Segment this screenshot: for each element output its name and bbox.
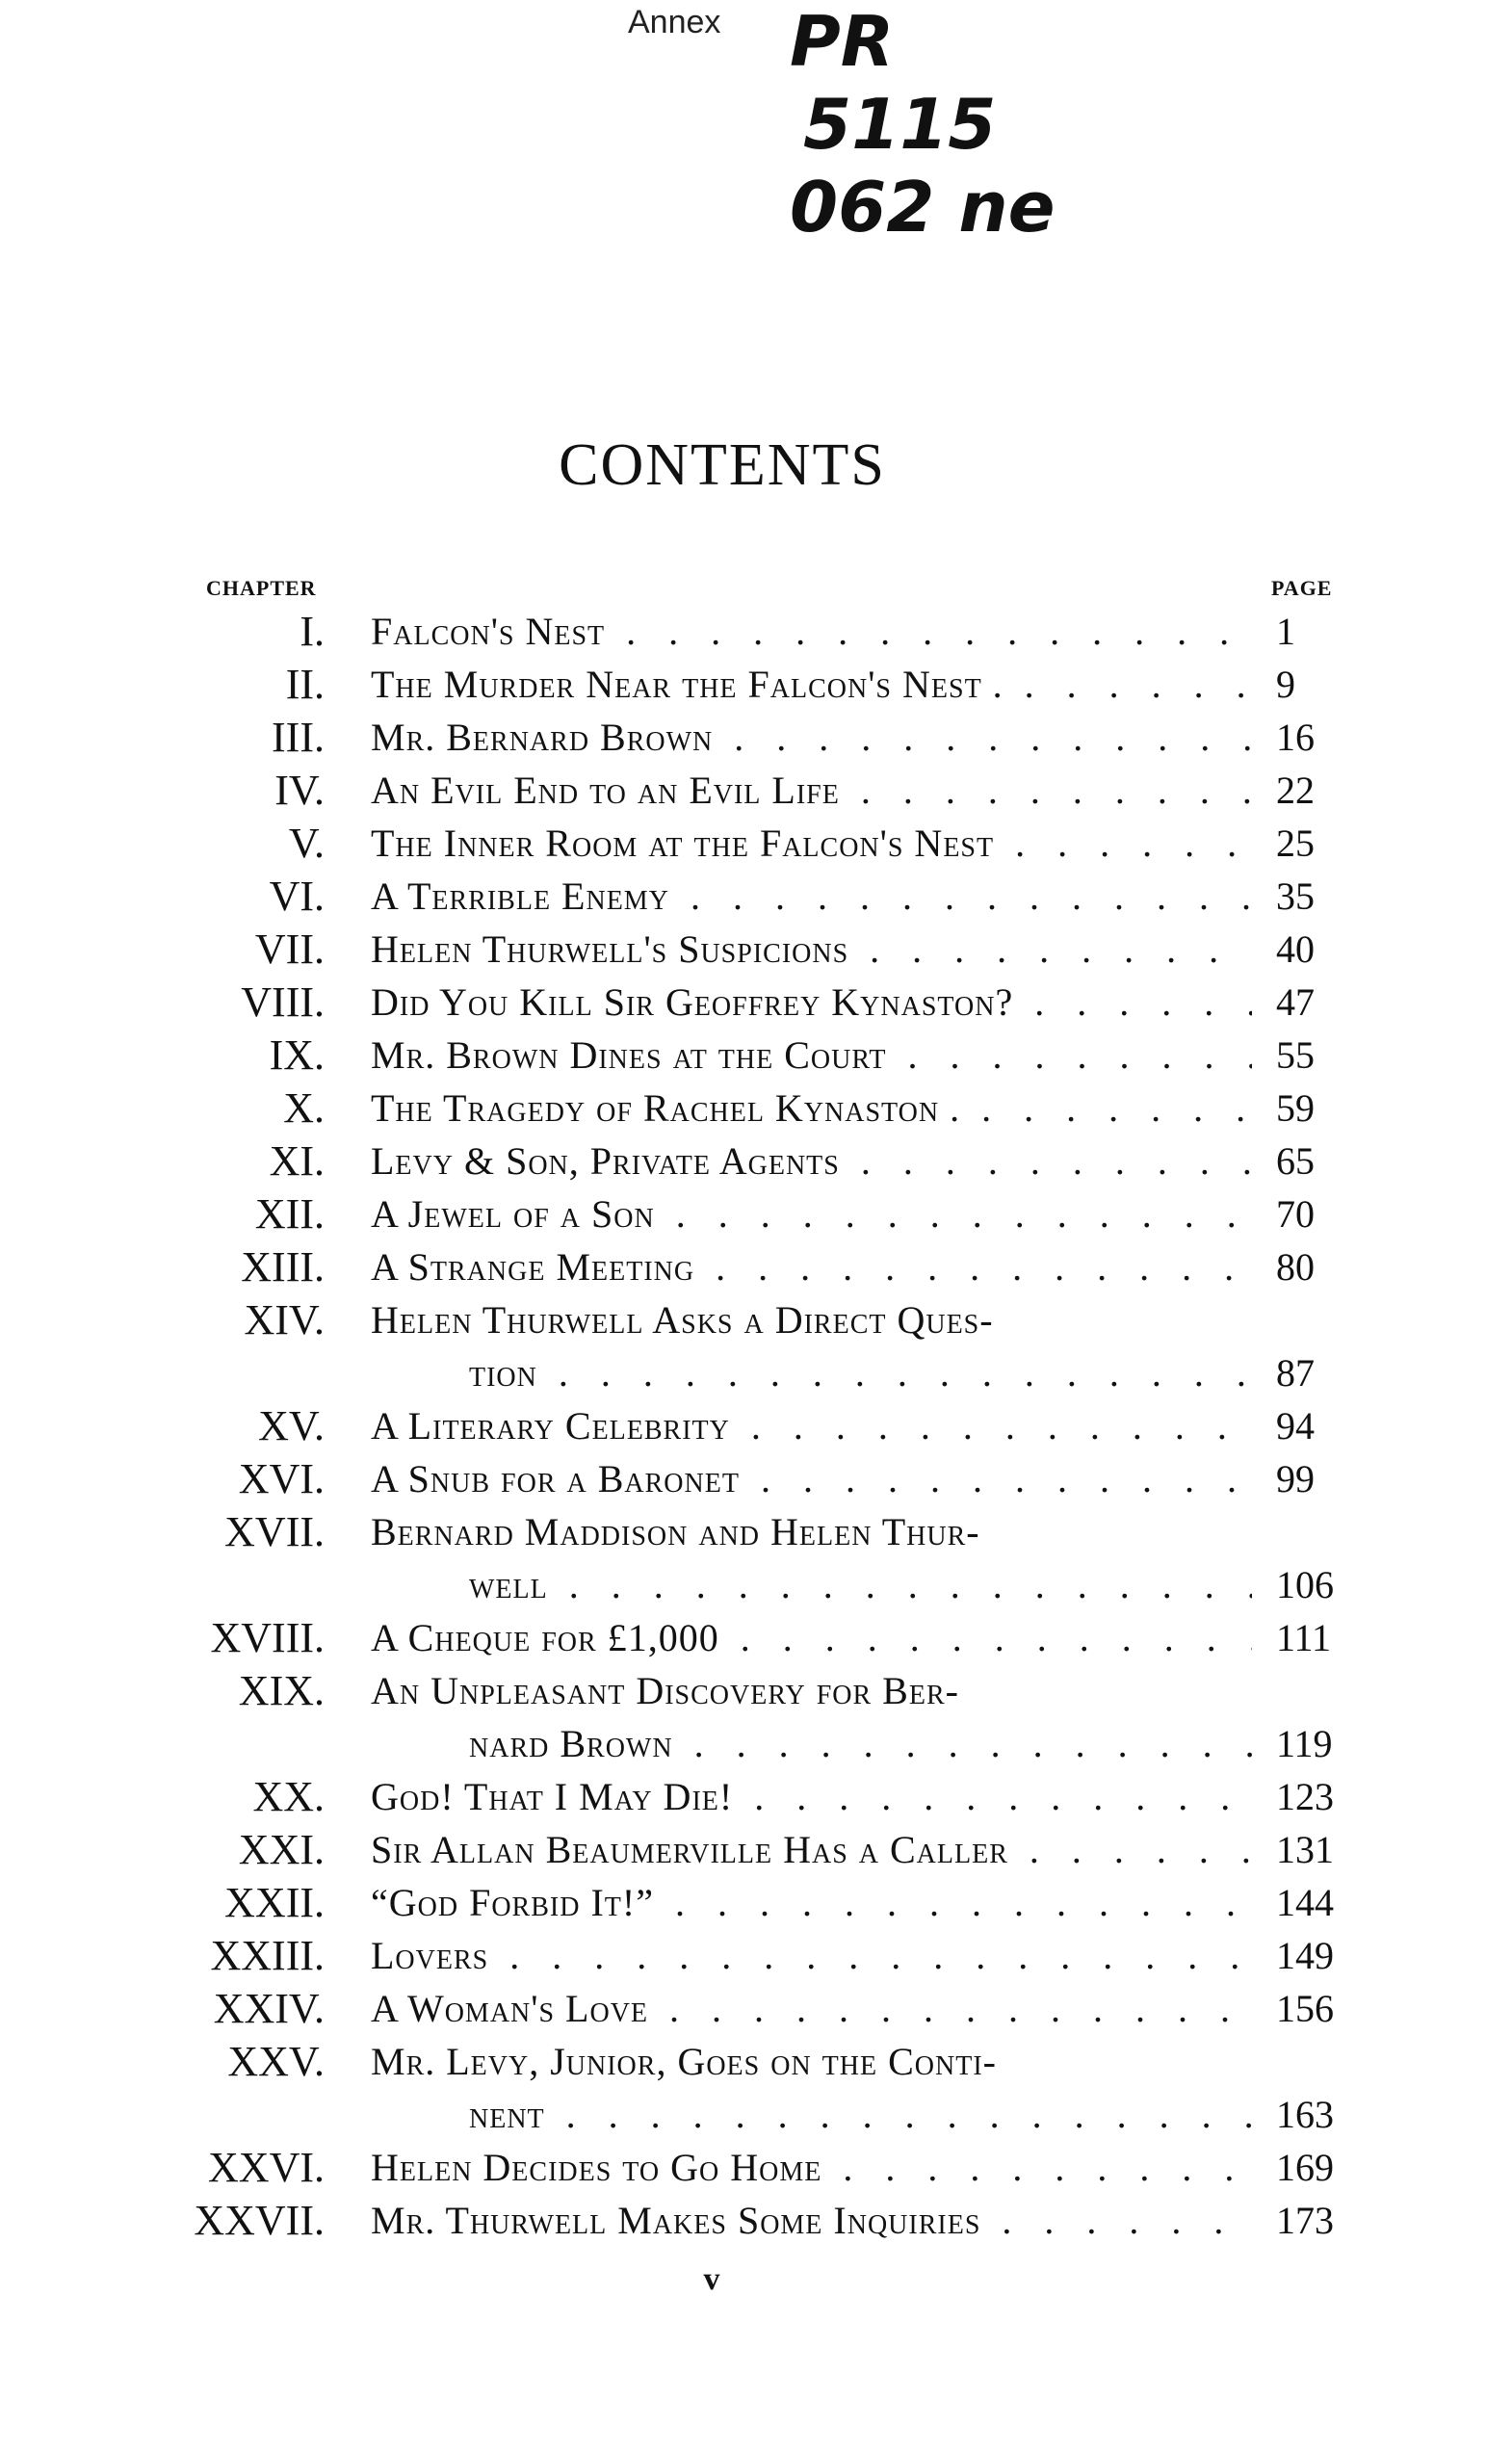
page-number: 80 [1276, 1245, 1315, 1289]
toc-entry [0, 1240, 1445, 1293]
chapter-number: II. [285, 661, 325, 708]
chapter-number: XXVII. [194, 2197, 325, 2244]
toc-entry [0, 1029, 1445, 1082]
chapter-title: The Murder Near the Falcon's Nest . . . . [371, 658, 1252, 711]
toc-entry [0, 1717, 1445, 1770]
toc-entry [0, 2088, 1445, 2141]
table-of-contents [0, 605, 1445, 2247]
page-number: 16 [1276, 716, 1315, 759]
chapter-title: Falcon's Nest . . . [371, 605, 1252, 658]
page-number: 173 [1276, 2199, 1334, 2242]
chapter-title: An Unpleasant Discovery for Ber- [371, 1669, 959, 1712]
chapter-number: IX. [269, 1031, 325, 1079]
page-title: CONTENTS [559, 432, 886, 498]
chapter-number: XX. [252, 1773, 325, 1820]
chapter-number: XXI. [238, 1826, 325, 1873]
page-number: 163 [1276, 2093, 1334, 2136]
chapter-number: VI. [269, 873, 325, 920]
toc-entry [0, 1876, 1445, 1929]
chapter-number: VIII. [241, 978, 325, 1026]
chapter-title: Helen Thurwell Asks a Direct Ques- [371, 1298, 994, 1342]
chapter-title: Helen Thurwell's Suspicions . . . [371, 923, 1252, 976]
toc-entry [0, 1505, 1445, 1558]
toc-entry [0, 923, 1445, 976]
page-number: 94 [1276, 1404, 1315, 1448]
page-number: 9 [1276, 663, 1295, 706]
page-number: 55 [1276, 1033, 1315, 1077]
chapter-number: XXIII. [210, 1932, 325, 1979]
toc-entry [0, 764, 1445, 817]
chapter-number: IV. [274, 767, 325, 814]
chapter-title: Did You Kill Sir Geoffrey Kynaston? . . . [371, 976, 1252, 1029]
library-stamp: Annex [628, 4, 721, 40]
toc-entry [0, 711, 1445, 764]
page-number: 111 [1276, 1616, 1332, 1659]
toc-entry [0, 1452, 1445, 1505]
toc-entry [0, 817, 1445, 870]
page-number: 131 [1276, 1828, 1334, 1871]
toc-entry [0, 976, 1445, 1029]
chapter-title: A Woman's Love . . . [371, 1982, 1252, 2035]
chapter-number: XXIV. [213, 1985, 325, 2032]
page-number: 35 [1276, 874, 1315, 918]
chapter-number: I. [300, 608, 325, 655]
call-number-line: PR [790, 1, 895, 82]
page-number: 169 [1276, 2146, 1334, 2189]
chapter-title: A Cheque for £1,000 . . . [371, 1611, 1252, 1664]
page-number: 65 [1276, 1139, 1315, 1183]
toc-entry [0, 2141, 1445, 2194]
page-number: 22 [1276, 769, 1315, 812]
page-number: 156 [1276, 1987, 1334, 2030]
chapter-number: XXV. [227, 2038, 325, 2085]
chapter-number: XIX. [238, 1667, 325, 1714]
chapter-title: Levy & Son, Private Agents . . . [371, 1135, 1252, 1187]
chapter-title: An Evil End to an Evil Life . . . [371, 764, 1252, 817]
chapter-column-header: CHAPTER [206, 576, 317, 600]
chapter-title: The Tragedy of Rachel Kynaston . . . . [371, 1082, 1252, 1135]
chapter-title: A Strange Meeting . . . [371, 1240, 1252, 1293]
handwritten-call-number [790, 0, 1136, 248]
page-column-header: PAGE [1271, 576, 1333, 600]
call-number-line: 5115 [803, 84, 997, 165]
toc-entry [0, 2035, 1445, 2088]
page-number: 87 [1276, 1351, 1315, 1395]
chapter-number: XXII. [224, 1879, 325, 1926]
chapter-title: Mr. Thurwell Makes Some Inquiries . . . [371, 2194, 1252, 2247]
chapter-title: A Jewel of a Son . . . [371, 1187, 1252, 1240]
chapter-title: A Terrible Enemy . . . [371, 870, 1252, 923]
page-number: 123 [1276, 1775, 1334, 1818]
chapter-title: Helen Decides to Go Home . . . [371, 2141, 1252, 2194]
toc-entry [0, 2194, 1445, 2247]
chapter-number: XVIII. [210, 1614, 325, 1661]
page-number: 70 [1276, 1192, 1315, 1236]
chapter-number: XXVI. [208, 2144, 325, 2191]
toc-entry [0, 1082, 1445, 1135]
chapter-number: XV. [258, 1402, 325, 1449]
call-number-line: 062 ne [790, 167, 1056, 248]
toc-entry [0, 605, 1445, 658]
chapter-number: X. [283, 1084, 325, 1132]
chapter-title: Lovers . . . [371, 1929, 1252, 1982]
page-number: 59 [1276, 1086, 1315, 1130]
chapter-number: V. [288, 820, 325, 867]
chapter-number: XIV. [244, 1296, 325, 1343]
chapter-title: “God Forbid It!” . . . [371, 1876, 1252, 1929]
page-number: 119 [1276, 1722, 1333, 1765]
toc-entry [0, 1982, 1445, 2035]
page-folio: v [703, 2261, 720, 2297]
toc-entry [0, 870, 1445, 923]
chapter-title: well . . . [469, 1558, 1252, 1611]
page-number: 40 [1276, 927, 1315, 971]
page-number: 106 [1276, 1563, 1334, 1606]
toc-entry [0, 1929, 1445, 1982]
chapter-number: VII. [254, 926, 325, 973]
toc-entry [0, 1293, 1445, 1346]
page-number: 99 [1276, 1457, 1315, 1500]
toc-entry [0, 658, 1445, 711]
chapter-number: XII. [254, 1190, 325, 1238]
chapter-title: A Snub for a Baronet . . . [371, 1452, 1252, 1505]
chapter-title: God! That I May Die! . . . [371, 1770, 1252, 1823]
toc-entry [0, 1346, 1445, 1399]
chapter-title: A Literary Celebrity . . . [371, 1399, 1252, 1452]
chapter-title: Mr. Bernard Brown . . . [371, 711, 1252, 764]
page-number: 47 [1276, 980, 1315, 1024]
chapter-number: XVII. [224, 1508, 325, 1555]
chapter-title: Mr. Levy, Junior, Goes on the Conti- [371, 2040, 997, 2083]
toc-entry [0, 1187, 1445, 1240]
chapter-number: XVI. [238, 1455, 325, 1502]
page-number: 25 [1276, 822, 1315, 865]
toc-entry [0, 1135, 1445, 1187]
chapter-number: XIII. [241, 1243, 325, 1291]
chapter-title: Sir Allan Beaumerville Has a Caller . . . [371, 1823, 1252, 1876]
toc-entry [0, 1399, 1445, 1452]
page-number: 149 [1276, 1934, 1334, 1977]
chapter-number: III. [272, 714, 325, 761]
chapter-number: XI. [269, 1137, 325, 1185]
toc-entry [0, 1664, 1445, 1717]
chapter-title: The Inner Room at the Falcon's Nest . . . [371, 817, 1252, 870]
chapter-title: tion . . . [469, 1346, 1252, 1399]
toc-entry [0, 1558, 1445, 1611]
chapter-title: Bernard Maddison and Helen Thur- [371, 1510, 980, 1553]
toc-entry [0, 1770, 1445, 1823]
page-number: 144 [1276, 1881, 1334, 1924]
chapter-title: Mr. Brown Dines at the Court . . . [371, 1029, 1252, 1082]
chapter-title: nent . . . [469, 2088, 1252, 2141]
toc-entry [0, 1823, 1445, 1876]
toc-entry [0, 1611, 1445, 1664]
chapter-title: nard Brown . . . [469, 1717, 1252, 1770]
page-number: 1 [1276, 610, 1295, 653]
